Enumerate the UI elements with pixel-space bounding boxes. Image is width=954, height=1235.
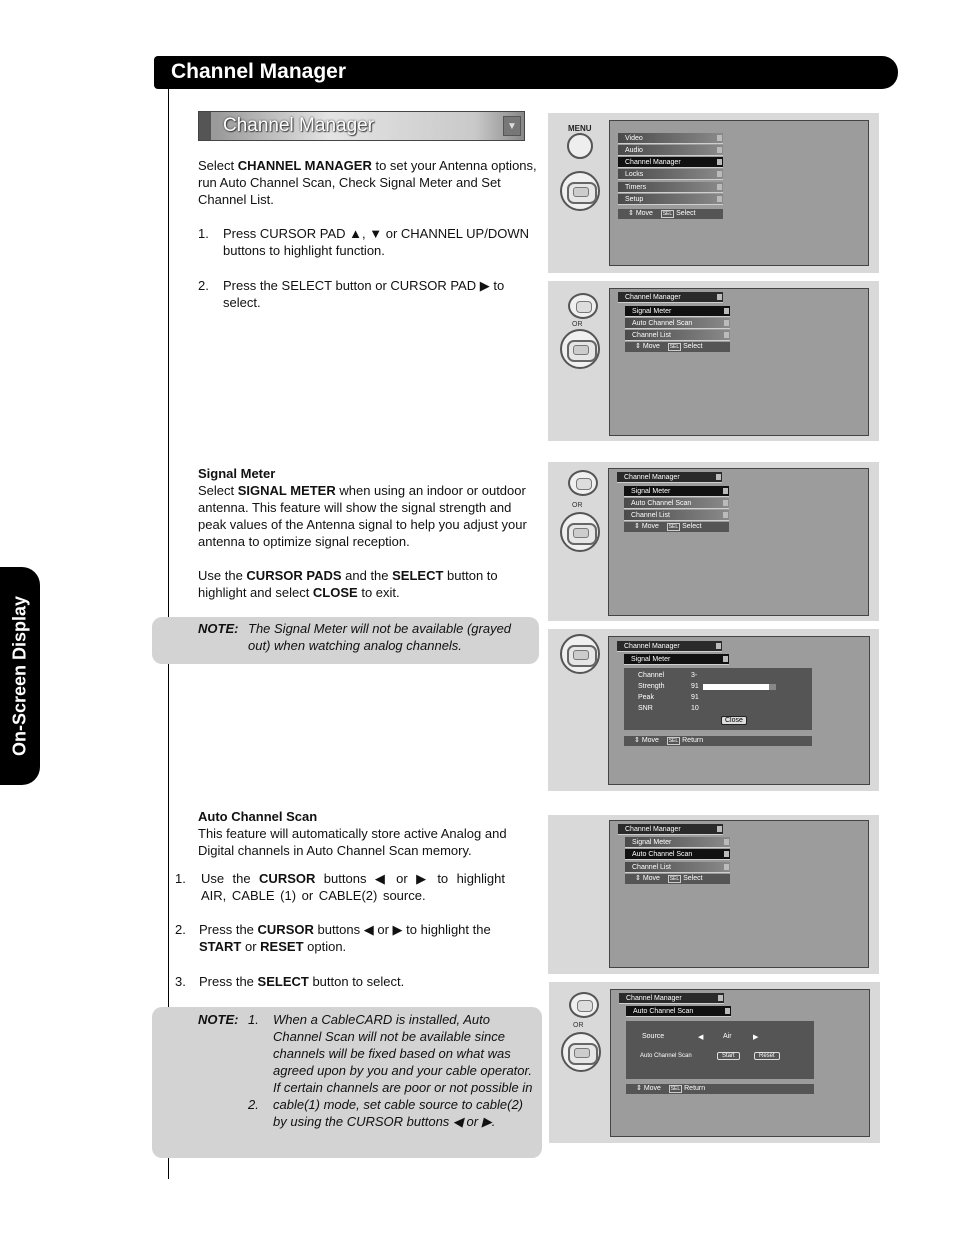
cursor-pad-icon xyxy=(560,171,600,211)
menu-item-locks: Locks xyxy=(618,169,723,180)
tv-screen xyxy=(609,288,869,436)
auto-scan-box xyxy=(626,1021,814,1079)
sm-value-channel: 3- xyxy=(691,672,698,679)
section-heading xyxy=(198,111,525,141)
hint-move: Move xyxy=(641,737,659,744)
start-button[interactable]: Start xyxy=(717,1052,740,1060)
menu-hint-bar xyxy=(618,209,723,219)
cursor-pad-icon xyxy=(560,329,600,369)
menu-hint-bar xyxy=(625,874,730,884)
chevron-down-icon: ▼ xyxy=(503,116,521,136)
updown-icon: ⇕ xyxy=(635,343,643,350)
hint-move: Move xyxy=(643,1085,661,1092)
text: Select xyxy=(198,483,238,498)
cm-item-auto-scan: Auto Channel Scan xyxy=(625,318,730,329)
hint-select: Select xyxy=(682,523,702,530)
or-label: OR xyxy=(572,502,583,509)
osd-panel-signal-meter xyxy=(548,629,879,791)
reset-button[interactable]: Reset xyxy=(754,1052,780,1060)
step-number: 1. xyxy=(198,226,209,241)
menu-button-icon xyxy=(567,133,593,159)
cm-item-signal-meter: Signal Meter xyxy=(625,306,730,317)
osd-panel-main-menu xyxy=(548,113,879,273)
menu-item-audio: Audio xyxy=(618,145,723,156)
text: to exit. xyxy=(357,585,400,600)
step-number: 1. xyxy=(175,871,186,886)
right-arrow-icon[interactable]: ▶ xyxy=(753,1034,759,1041)
cm-item-channel-list: Channel List xyxy=(625,330,730,341)
sm-value-peak: 91 xyxy=(691,694,699,701)
as-source-value[interactable]: Air xyxy=(723,1033,732,1040)
text: option. xyxy=(303,939,347,954)
hint-return: Return xyxy=(684,1085,706,1092)
signal-meter-heading: Signal Meter xyxy=(198,466,276,481)
signal-meter-box xyxy=(624,668,812,730)
step-2 xyxy=(198,277,538,311)
sm-value-snr: 10 xyxy=(691,705,699,712)
sel-key-icon: SEL xyxy=(669,876,680,882)
sm-label-strength: Strength xyxy=(638,683,665,690)
menu-hint-bar xyxy=(624,522,729,532)
text: buttons ◀ or ▶ to highlight AIR, CABLE (1) or CABLE(2) source. xyxy=(201,871,506,903)
cm-item-channel-list: Channel List xyxy=(625,862,730,873)
menu-item-setup: Setup xyxy=(618,194,723,205)
cm-title: Channel Manager xyxy=(618,824,723,835)
updown-icon: ⇕ xyxy=(636,1085,644,1092)
note-text-2: If certain channels are poor or not possible in cable(1) mode, set cable source to cable(2) by using the CURSOR buttons ◀ or ▶. xyxy=(273,1080,533,1129)
cursor-pad-icon xyxy=(561,1032,601,1072)
updown-icon: ⇕ xyxy=(635,875,643,882)
tv-screen xyxy=(608,636,870,785)
osd-panel-auto-scan-select xyxy=(548,815,879,974)
menu-hint-bar xyxy=(624,736,812,746)
sm-label-channel: Channel xyxy=(638,672,665,679)
step-number: 3. xyxy=(175,974,186,989)
hint-select: Select xyxy=(676,210,696,217)
cm-item-auto-scan: Auto Channel Scan xyxy=(624,498,729,509)
auto-scan-intro: This feature will automatically store active Analog and Digital channels in Auto Channel Scan memory. xyxy=(198,826,507,858)
step-number: 2. xyxy=(175,922,186,937)
sel-key-icon: SEL xyxy=(668,524,679,530)
strength-bar-fill xyxy=(703,684,769,690)
text-bold: CLOSE xyxy=(312,585,358,600)
cm-item-auto-scan: Auto Channel Scan xyxy=(625,849,730,860)
updown-icon: ⇕ xyxy=(634,523,642,530)
note-label: NOTE: xyxy=(198,621,239,636)
signal-note xyxy=(198,620,533,654)
hint-move: Move xyxy=(641,523,659,530)
cm-item-signal-meter: Signal Meter xyxy=(625,837,730,848)
osd-panel-channel-manager xyxy=(548,281,879,441)
hint-return: Return xyxy=(682,737,704,744)
text: Press the xyxy=(199,922,258,937)
step-text: Press CURSOR PAD ▲, ▼ or CHANNEL UP/DOWN buttons to highlight function. xyxy=(223,226,529,258)
auto-step-3 xyxy=(175,973,520,990)
note-text: The Signal Meter will not be available (grayed out) when watching analog channels. xyxy=(248,621,512,653)
as-scan-label: Auto Channel Scan xyxy=(640,1053,692,1059)
intro-paragraph xyxy=(198,157,538,208)
tv-screen xyxy=(609,820,869,968)
auto-scan-note xyxy=(198,1011,540,1130)
note-number: 1. xyxy=(248,1012,259,1027)
side-tab xyxy=(0,567,40,785)
sel-key-icon: SEL xyxy=(669,344,680,350)
menu-hint-bar xyxy=(625,342,730,352)
menu-hint-bar xyxy=(626,1084,814,1094)
select-button-icon xyxy=(568,470,598,496)
sm-label-peak: Peak xyxy=(638,694,654,701)
cursor-pad-icon xyxy=(560,512,600,552)
text: when using an indoor or outdoor antenna. This feature will show the signal strength and peak values of the Antenna signal to help you adjust your antenna to optimize signal reception. xyxy=(198,483,527,549)
text-bold: SELECT xyxy=(392,568,444,583)
hint-select: Select xyxy=(683,343,703,350)
menu-item-video: Video xyxy=(618,133,723,144)
as-source-label: Source xyxy=(642,1033,665,1040)
hint-select: Select xyxy=(683,875,703,882)
auto-scan-heading: Auto Channel Scan xyxy=(198,809,318,824)
text: buttons ◀ or ▶ to highlight the xyxy=(313,922,491,937)
cm-item-signal-meter: Signal Meter xyxy=(624,486,729,497)
sel-key-icon: SEL xyxy=(668,738,679,744)
text-bold: SIGNAL METER xyxy=(237,483,336,498)
tv-screen xyxy=(610,989,870,1137)
sm-value-strength: 91 xyxy=(691,683,699,690)
menu-item-timers: Timers xyxy=(618,182,723,193)
cursor-pad-icon xyxy=(560,634,600,674)
cm-title: Channel Manager xyxy=(619,993,724,1004)
text-bold: CURSOR PADS xyxy=(246,568,342,583)
sel-key-icon: SEL xyxy=(662,211,673,217)
auto-scan-section xyxy=(198,808,543,859)
auto-step-1 xyxy=(175,870,505,904)
tv-screen xyxy=(608,468,869,616)
cm-title: Channel Manager xyxy=(617,641,722,652)
sm-label-snr: SNR xyxy=(638,705,653,712)
updown-icon: ⇕ xyxy=(634,737,642,744)
text: Press the xyxy=(199,974,258,989)
strength-bar-track xyxy=(703,684,776,690)
step-number: 2. xyxy=(198,278,209,293)
sel-key-icon: SEL xyxy=(670,1086,681,1092)
intro-pre: Select xyxy=(198,158,238,173)
auto-step-2 xyxy=(175,921,520,955)
note-label: NOTE: xyxy=(198,1012,239,1027)
text-bold: CURSOR xyxy=(257,922,314,937)
or-label: OR xyxy=(572,321,583,328)
signal-meter-section xyxy=(198,465,543,601)
updown-icon: ⇕ xyxy=(628,210,636,217)
cm-title: Channel Manager xyxy=(617,472,722,483)
cm-item-channel-list: Channel List xyxy=(624,510,729,521)
left-arrow-icon[interactable]: ◀ xyxy=(698,1034,704,1041)
menu-label: MENU xyxy=(568,124,592,133)
as-title: Auto Channel Scan xyxy=(626,1006,731,1017)
text-bold: SELECT xyxy=(257,974,309,989)
text: Use the xyxy=(201,871,260,886)
text: Use the xyxy=(198,568,247,583)
hint-move: Move xyxy=(642,343,660,350)
tv-screen xyxy=(609,120,869,266)
sm-title: Signal Meter xyxy=(624,654,729,665)
note-text-1: When a CableCARD is installed, Auto Channel Scan will not be available since channels will be fixed based on what was agreed upon by you and your cable operator. xyxy=(273,1012,532,1078)
section-heading-label: Channel Manager xyxy=(223,115,375,136)
text: and the xyxy=(341,568,393,583)
select-button-icon xyxy=(569,992,599,1018)
close-button[interactable]: Close xyxy=(721,716,747,725)
text: or xyxy=(241,939,261,954)
cm-title: Channel Manager xyxy=(618,292,723,303)
menu-item-channel-manager: Channel Manager xyxy=(618,157,723,168)
select-button-icon xyxy=(568,293,598,319)
step-text: Press the SELECT button or CURSOR PAD ▶ to select. xyxy=(223,278,505,310)
or-label: OR xyxy=(573,1022,584,1029)
side-tab-label: On-Screen Display xyxy=(9,595,30,757)
page-title-bar xyxy=(154,56,898,89)
osd-panel-signal-select xyxy=(548,462,879,621)
note-number: 2. xyxy=(248,1097,259,1112)
intro-post: to set your Antenna options, run Auto Channel Scan, Check Signal Meter and Set Channel List. xyxy=(198,158,537,207)
osd-panel-auto-scan xyxy=(549,982,880,1143)
text: button to select. xyxy=(308,974,405,989)
hint-move: Move xyxy=(642,875,660,882)
text-bold: RESET xyxy=(260,939,304,954)
page-title: Channel Manager xyxy=(171,60,347,83)
hint-move: Move xyxy=(635,210,653,217)
text-bold: CURSOR xyxy=(259,871,316,886)
text-bold: START xyxy=(199,939,242,954)
intro-bold: CHANNEL MANAGER xyxy=(237,158,372,173)
text: button to highlight and select xyxy=(198,568,498,600)
step-1 xyxy=(198,225,538,259)
